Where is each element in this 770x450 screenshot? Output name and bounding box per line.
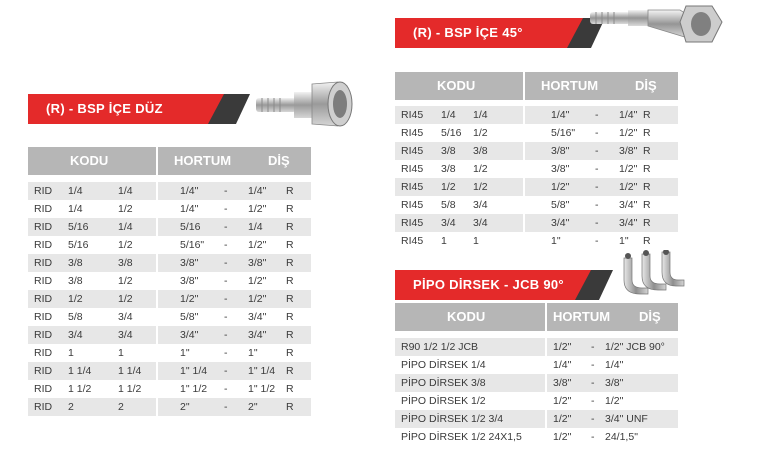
table-cell: 1/2 <box>118 275 133 287</box>
table-cell: R <box>286 203 294 215</box>
table-row <box>395 142 678 160</box>
table-cell: 1/2" <box>605 395 624 407</box>
table-cell: RI45 <box>401 217 424 229</box>
table-cell: 3/8 <box>118 257 133 269</box>
table-cell: 1" 1/2 <box>248 383 276 395</box>
table-cell: 3/4" <box>619 217 638 229</box>
table-cell: - <box>595 145 599 157</box>
table-cell: 5/16" <box>551 127 576 139</box>
table-cell: 2 <box>118 401 124 413</box>
table-cell: 1/2" <box>248 239 267 251</box>
table-row <box>28 398 311 416</box>
table-cell: - <box>224 203 228 215</box>
table-cell: PİPO DİRSEK 1/2 24X1,5 <box>401 431 522 443</box>
table-cell: 1/2" <box>619 181 638 193</box>
table-cell: - <box>224 311 228 323</box>
table-cell: RI45 <box>401 181 424 193</box>
table-row <box>395 124 678 142</box>
table-cell: - <box>224 221 228 233</box>
table-cell: R90 1/2 1/2 JCB <box>401 341 479 353</box>
table-cell: RI45 <box>401 163 424 175</box>
table-cell: RI45 <box>401 127 424 139</box>
table-cell: 1/4 <box>118 185 133 197</box>
right-bottom-section-banner <box>395 270 605 300</box>
table-cell: 1/2" <box>619 163 638 175</box>
right-top-header-dis: DİŞ <box>635 78 657 93</box>
table-cell: 1/4" <box>180 203 199 215</box>
table-row <box>395 214 678 232</box>
table-cell: 1/4" <box>551 109 570 121</box>
table-cell: 1/2" <box>553 395 572 407</box>
table-cell: 3/4" <box>180 329 199 341</box>
table-row <box>28 272 311 290</box>
table-row <box>28 344 311 362</box>
table-cell: PİPO DİRSEK 1/2 <box>401 395 486 407</box>
table-cell: 1/4 <box>68 185 83 197</box>
table-cell: R <box>643 163 651 175</box>
table-cell: - <box>595 181 599 193</box>
table-row <box>395 356 678 374</box>
table-cell: R <box>286 365 294 377</box>
right-top-section-banner <box>395 18 595 48</box>
table-row <box>395 410 678 428</box>
table-cell: 3/8" <box>180 257 199 269</box>
table-row <box>28 380 311 398</box>
table-cell: 5/8" <box>180 311 199 323</box>
table-cell: - <box>591 359 595 371</box>
table-cell: RID <box>34 383 53 395</box>
table-cell: R <box>286 311 294 323</box>
left-header-hortum: HORTUM <box>174 153 232 168</box>
table-cell: R <box>286 347 294 359</box>
table-cell: 1/4 <box>118 221 133 233</box>
table-row <box>395 106 678 124</box>
table-cell: - <box>224 365 228 377</box>
table-cell: 5/8" <box>551 199 570 211</box>
table-row <box>28 362 311 380</box>
table-row <box>28 218 311 236</box>
table-cell: RID <box>34 347 53 359</box>
right-top-table-header <box>395 72 678 100</box>
table-cell: RID <box>34 401 53 413</box>
table-cell: - <box>591 413 595 425</box>
table-cell: 1 <box>118 347 124 359</box>
table-cell: - <box>224 239 228 251</box>
right-bottom-header-kodu: KODU <box>447 309 486 324</box>
table-cell: R <box>643 235 651 247</box>
table-cell: R <box>643 145 651 157</box>
table-cell: 1/2" JCB 90° <box>605 341 665 353</box>
table-row <box>28 182 311 200</box>
table-cell: 1/2 <box>118 203 133 215</box>
table-row <box>28 254 311 272</box>
table-cell: RID <box>34 293 53 305</box>
left-section-banner <box>28 94 228 124</box>
left-header-dis: DİŞ <box>268 153 290 168</box>
table-cell: - <box>224 293 228 305</box>
table-cell: 3/8" <box>619 145 638 157</box>
table-cell: 3/4" UNF <box>605 413 648 425</box>
table-cell: - <box>595 235 599 247</box>
table-cell: R <box>286 293 294 305</box>
table-cell: - <box>595 217 599 229</box>
table-cell: 2 <box>68 401 74 413</box>
table-cell: 1/2 <box>118 239 133 251</box>
table-cell: 1 <box>441 235 447 247</box>
right-bottom-section-title: PİPO DİRSEK - JCB 90° <box>413 277 564 292</box>
table-cell: 3/8 <box>441 145 456 157</box>
table-cell: 1/4" <box>248 185 267 197</box>
table-cell: R <box>643 217 651 229</box>
table-cell: 3/8" <box>551 163 570 175</box>
table-cell: RI45 <box>401 199 424 211</box>
table-cell: 1" <box>248 347 258 359</box>
table-cell: 1 1/2 <box>118 383 142 395</box>
table-cell: 1/2 <box>473 127 488 139</box>
table-cell: R <box>286 239 294 251</box>
table-cell: 3/8" <box>551 145 570 157</box>
table-cell: R <box>286 329 294 341</box>
table-row <box>395 428 678 446</box>
table-cell: 3/8" <box>605 377 624 389</box>
table-cell: 5/16 <box>441 127 462 139</box>
table-cell: RID <box>34 311 53 323</box>
table-cell: 1/4 <box>441 109 456 121</box>
table-cell: RID <box>34 239 53 251</box>
table-cell: - <box>595 109 599 121</box>
table-cell: 1/4" <box>605 359 624 371</box>
table-cell: 1/2" <box>551 181 570 193</box>
right-bottom-table-header <box>395 303 678 331</box>
left-section-title: (R) - BSP İÇE DÜZ <box>46 101 163 116</box>
table-cell: 1/2" <box>619 127 638 139</box>
table-cell: 1/2" <box>553 431 572 443</box>
table-cell: - <box>591 341 595 353</box>
table-cell: RI45 <box>401 109 424 121</box>
table-cell: 1/2" <box>553 413 572 425</box>
table-cell: 1" <box>619 235 629 247</box>
table-cell: RID <box>34 257 53 269</box>
table-cell: R <box>643 127 651 139</box>
table-cell: 1/2 <box>473 181 488 193</box>
table-cell: 1" 1/4 <box>248 365 276 377</box>
table-cell: 3/8 <box>441 163 456 175</box>
right-top-header-kodu: KODU <box>437 78 476 93</box>
table-cell: RID <box>34 203 53 215</box>
angled-45-fitting-image <box>588 2 728 48</box>
table-cell: 1/2" <box>553 341 572 353</box>
table-cell: 1" <box>551 235 561 247</box>
table-cell: 1/4" <box>619 109 638 121</box>
table-row <box>395 374 678 392</box>
table-cell: 1/4" <box>180 185 199 197</box>
table-cell: RI45 <box>401 235 424 247</box>
table-cell: 5/16 <box>68 221 89 233</box>
table-cell: - <box>591 395 595 407</box>
table-cell: 1/2" <box>180 293 199 305</box>
table-cell: - <box>224 383 228 395</box>
table-cell: 1/2 <box>473 163 488 175</box>
table-cell: - <box>224 275 228 287</box>
table-cell: RID <box>34 221 53 233</box>
table-cell: - <box>224 257 228 269</box>
table-cell: 1" 1/4 <box>180 365 208 377</box>
table-cell: R <box>286 257 294 269</box>
table-cell: 1 <box>473 235 479 247</box>
table-cell: 2" <box>248 401 258 413</box>
table-cell: 3/8" <box>180 275 199 287</box>
table-row <box>395 178 678 196</box>
table-cell: 1/2 <box>118 293 133 305</box>
table-cell: 3/8" <box>553 377 572 389</box>
table-row <box>28 290 311 308</box>
table-cell: R <box>286 275 294 287</box>
table-cell: 3/8 <box>473 145 488 157</box>
table-row <box>395 232 678 250</box>
table-cell: 3/8 <box>68 275 83 287</box>
table-cell: 1/4 <box>473 109 488 121</box>
table-cell: 1 1/4 <box>68 365 92 377</box>
table-cell: 1" 1/2 <box>180 383 208 395</box>
table-cell: 1 1/4 <box>118 365 142 377</box>
right-top-header-hortum: HORTUM <box>541 78 599 93</box>
table-cell: 1/2 <box>68 293 83 305</box>
table-cell: 1/4 <box>68 203 83 215</box>
table-cell: R <box>286 221 294 233</box>
table-cell: 5/8 <box>441 199 456 211</box>
table-cell: 3/4" <box>619 199 638 211</box>
table-cell: 1" <box>180 347 190 359</box>
left-header-kodu: KODU <box>70 153 109 168</box>
table-cell: 5/16 <box>68 239 89 251</box>
table-cell: - <box>224 185 228 197</box>
right-top-section-title: (R) - BSP İÇE 45° <box>413 25 523 40</box>
table-cell: 3/8 <box>68 257 83 269</box>
table-cell: - <box>224 329 228 341</box>
table-cell: 3/4 <box>473 217 488 229</box>
table-cell: 1 1/2 <box>68 383 92 395</box>
table-cell: - <box>591 377 595 389</box>
table-cell: R <box>643 109 651 121</box>
table-row <box>28 326 311 344</box>
table-cell: - <box>595 127 599 139</box>
table-cell: - <box>595 199 599 211</box>
table-cell: R <box>286 401 294 413</box>
table-cell: 1/2" <box>248 203 267 215</box>
table-cell: 3/4" <box>248 329 267 341</box>
table-cell: 1 <box>68 347 74 359</box>
table-cell: - <box>595 163 599 175</box>
table-cell: 3/4 <box>441 217 456 229</box>
table-cell: 3/4 <box>118 329 133 341</box>
elbow-fittings-image <box>614 250 690 298</box>
table-cell: RID <box>34 185 53 197</box>
table-cell: 5/16" <box>180 239 205 251</box>
table-cell: RI45 <box>401 145 424 157</box>
table-cell: 1/2" <box>248 293 267 305</box>
table-cell: 3/4 <box>118 311 133 323</box>
table-cell: 5/16 <box>180 221 201 233</box>
table-row <box>395 196 678 214</box>
table-cell: RID <box>34 275 53 287</box>
table-cell: 3/4" <box>248 311 267 323</box>
table-cell: 1/2 <box>441 181 456 193</box>
table-cell: 1/2" <box>248 275 267 287</box>
table-cell: RID <box>34 365 53 377</box>
table-row <box>395 160 678 178</box>
table-cell: 3/4 <box>68 329 83 341</box>
table-cell: R <box>643 181 651 193</box>
table-cell: 1/4" <box>553 359 572 371</box>
table-cell: 24/1,5" <box>605 431 638 443</box>
table-row <box>395 338 678 356</box>
left-table-header <box>28 147 311 175</box>
table-cell: - <box>224 401 228 413</box>
table-row <box>28 200 311 218</box>
table-row <box>395 392 678 410</box>
table-cell: R <box>286 383 294 395</box>
table-cell: R <box>643 199 651 211</box>
table-cell: 5/8 <box>68 311 83 323</box>
table-cell: 1/4 <box>248 221 263 233</box>
table-cell: 3/4" <box>551 217 570 229</box>
table-cell: R <box>286 185 294 197</box>
table-cell: - <box>224 347 228 359</box>
table-cell: PİPO DİRSEK 1/4 <box>401 359 486 371</box>
table-cell: PİPO DİRSEK 1/2 3/4 <box>401 413 504 425</box>
right-bottom-header-hortum: HORTUM <box>553 309 611 324</box>
table-cell: 2" <box>180 401 190 413</box>
table-cell: 3/8" <box>248 257 267 269</box>
table-cell: RID <box>34 329 53 341</box>
straight-fitting-image <box>252 74 362 134</box>
right-bottom-header-dis: DİŞ <box>639 309 661 324</box>
table-cell: PİPO DİRSEK 3/8 <box>401 377 486 389</box>
table-row <box>28 236 311 254</box>
table-cell: - <box>591 431 595 443</box>
table-cell: 3/4 <box>473 199 488 211</box>
table-row <box>28 308 311 326</box>
